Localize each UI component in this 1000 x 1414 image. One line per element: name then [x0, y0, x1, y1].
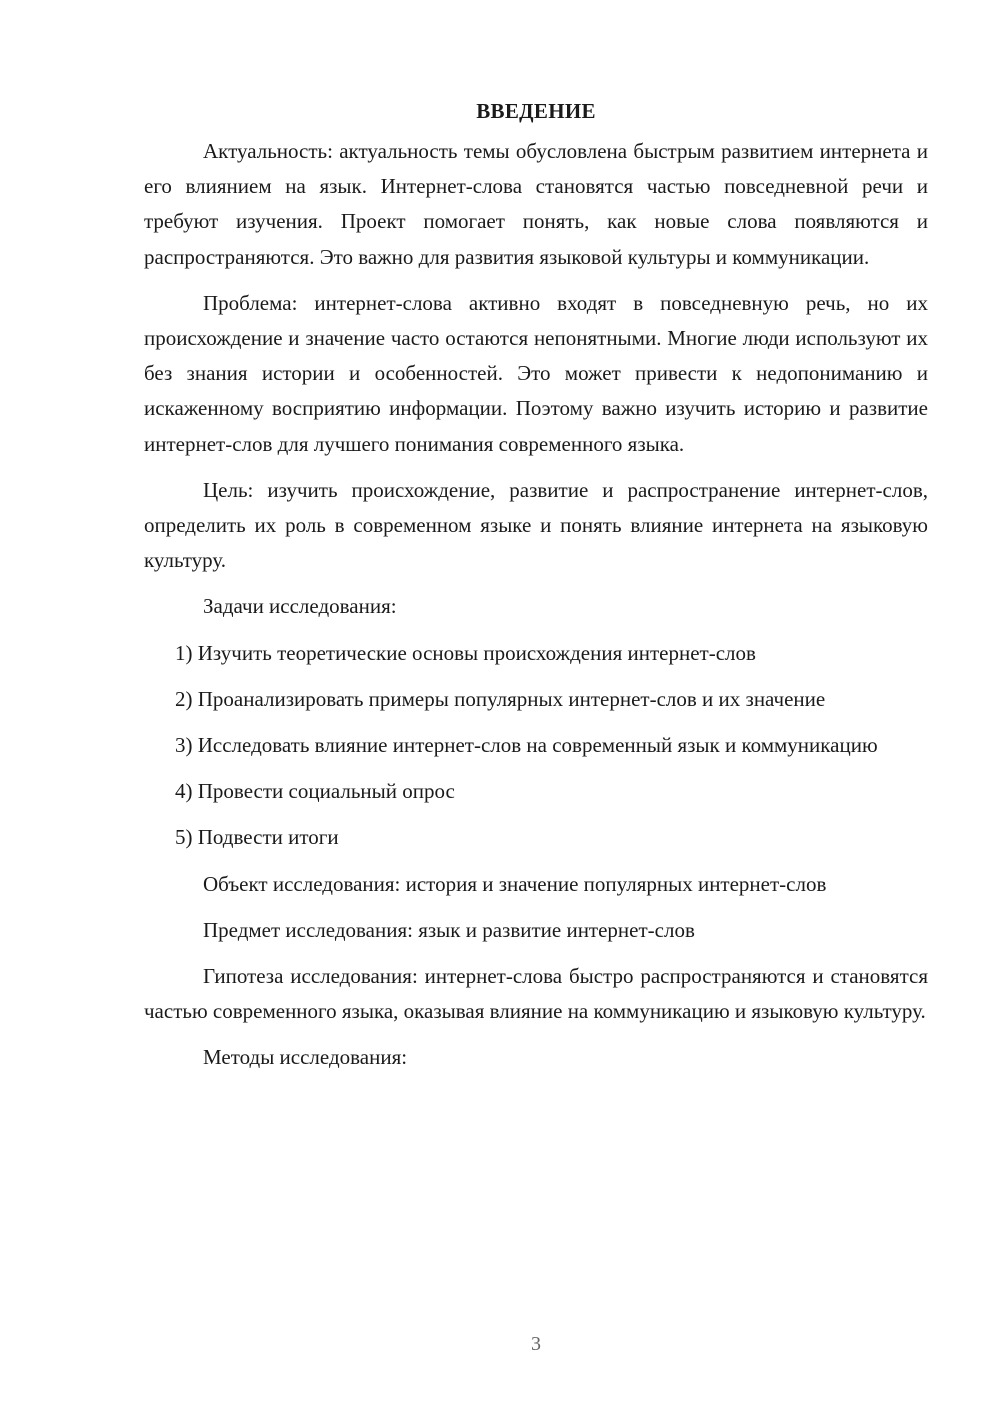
task-item-3: 3) Исследовать влияние интернет-слов на современный язык и коммуникацию	[175, 733, 878, 758]
methods-heading: Методы исследования:	[203, 1045, 408, 1070]
paragraph-hypothesis: Гипотеза исследования: интернет-слова быстро распространяются и становятся частью современного языка, оказывая влияние на коммуникацию и языковую культуру.	[144, 964, 928, 1024]
task-item-2: 2) Проанализировать примеры популярных интернет-слов и их значение	[175, 686, 826, 711]
task-item-5: 5) Подвести итоги	[175, 825, 339, 850]
paragraph-relevance: Актуальность: актуальность темы обусловлена быстрым развитием интернета и его влиянием на язык. Интернет-слова становятся частью повседневной речи и требуют изучения. Проект помогает понять, как новые слова появляются и распространяются. Это важно для развития языковой культуры и коммуникации.	[144, 139, 928, 269]
section-heading: ВВЕДЕНИЕ	[476, 99, 596, 123]
paragraph-problem: Проблема: интернет-слова активно входят в повседневную речь, но их происхождение и значение часто остаются непонятными. Многие люди используют их без знания истории и особенностей. Это может привести к недопониманию и искаженному восприятию информации. Поэтому важно изучить историю и развитие интернет-слов для лучшего понимания современного языка.	[144, 290, 928, 456]
document-page	[144, 94, 928, 1076]
paragraph-goal: Цель: изучить происхождение, развитие и распространение интернет-слов, определить их роль в современном языке и понять влияние интернета на языковую культуру.	[144, 477, 928, 573]
paragraph-object: Объект исследования: история и значение популярных интернет-слов	[203, 871, 827, 896]
tasks-heading: Задачи исследования:	[203, 594, 397, 619]
task-item-1: 1) Изучить теоретические основы происхождения интернет-слов	[175, 640, 756, 665]
task-item-4: 4) Провести социальный опрос	[175, 779, 455, 804]
paragraph-subject: Предмет исследования: язык и развитие интернет-слов	[203, 917, 695, 942]
page-number: 3	[531, 1333, 541, 1355]
